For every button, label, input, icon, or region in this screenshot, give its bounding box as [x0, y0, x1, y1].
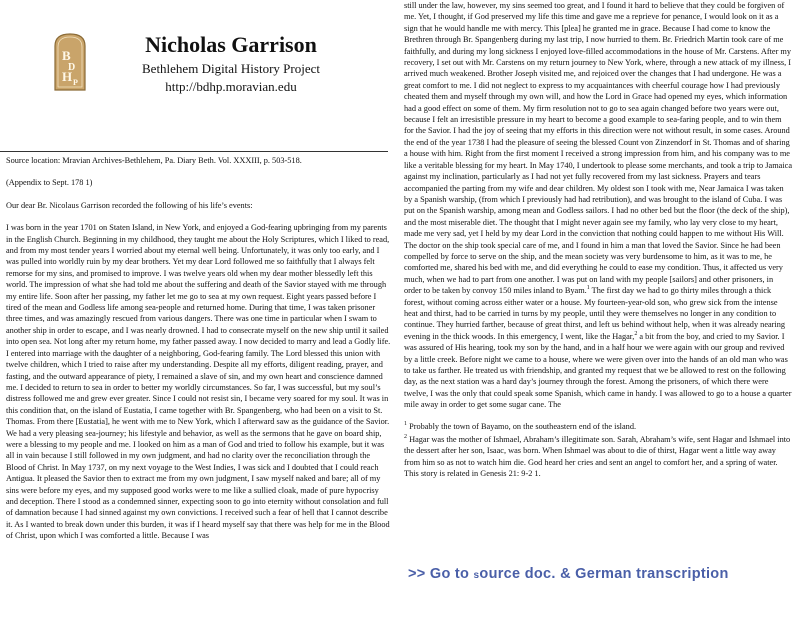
- appendix-note: (Appendix to Sept. 178 1): [6, 178, 93, 188]
- intro-line: Our dear Br. Nicolaus Garrison recorded the following of his life’s events:: [6, 200, 253, 210]
- memoir-segment-3: a bit from the boy, and cried to my Savior. I was assured of His hearing, took my son by the hand, and in a half hour we were again with our group and revived by a little creek. Before night we came to a house, where we were given over into the hands of an old man who was to take us farther. He treated us with friendship, and granted my request that we be allowed to rest on the following day, as the next station was a hard day’s journey through the forest. Among the prisoners, of which there were twelve, I was the only that could speak some Spanish, which came in handy. I was allowed to go to a house a quarter mile away in order to get some sugar cane. The: [404, 331, 792, 410]
- header-divider: [0, 151, 388, 152]
- footnote-1-text: Probably the town of Bayamo, on the southeastern end of the island.: [409, 421, 637, 431]
- footnote-2-number: 2: [404, 434, 407, 441]
- footnote-mark-2: 2: [634, 331, 638, 338]
- source-link-part2: ource doc. & German transcription: [479, 566, 729, 582]
- footnote-2: [404, 434, 792, 480]
- svg-text:P: P: [73, 78, 78, 87]
- header-title-block: [110, 30, 352, 96]
- page-header: [0, 0, 398, 112]
- source-link-part1: >> Go to: [408, 566, 474, 582]
- svg-text:D: D: [68, 62, 76, 73]
- memoir-segment-1: still under the law, however, my sins seemed too great, and I found it hard to believe that they could be forgiven of me. Yet, I thought, if God preserved my life this time and gave me a reprieve for penance, I would look on it as a sign that he would handle me with mercy. This [plea] he granted me in grace. Because I had come to know the Brethren through Br. Spangenberg during my last trip, I now hurried to them. Br. Friedrich Martin took care of me faithfully, and during my long sickness I enjoyed love-filled accommodations in the house of Mr. Carstens. After my recovery, I set out with Mr. Carstens on my return journey to New York, where, through a new attack of my illness, I arrived much weakened. Brother Joseph visited me, and rejoiced over the changes that I had undergone. He was a great comfort to me. I did not neglect to express to my acquaintances with cheerful courage how I had previously cheated them and myself through my own will, and how the Lord in Grace had opened my eyes, which information had a good effect on some of them. My firm resolution not to go to sea again changed before two years were out, because I felt an irresistible pressure in my heart to become a good example to sea-faring people, and to win them for the Savior. I had the joy of seeing that my efforts in this direction were not without result, in some cases. Around the end of the year 1738 I had the pleasure of seeing the blessed Count von Zinzendorf in St. Thomas and of sharing a house with him. Right from the first moment I received a strong impression from him, and his company was to me like a veritable blessing for my heart. In May 1740, I undertook to please some merchants, and took a trip to Jamaica against my inclination, particularly as I had not yet fully recovered from my last sickness. Prayers and tears accompanied the parting from my wife and dear children. My oldest son I took with me, Near Jamaica I was taken by a Spanish warship, (from which I previously had had retribution), and was brought to the island of Cuba. I was put on the Spanish warship, among mean and Godless sailors. I had no other bed but the floor (the deck of the ship), and the most miserable diet. The thought that I might never again see my family, who lay very close to my heart, made me very sad, yet I held by my dear Lord in the conviction that nothing could happen to me without His Will. The doctor on the ship took special care of me, and I found in him a man that loved the Savior. Since he had been compelled by force to serve on the ship, and the mean society was very burdensome to him, as it was to me, he comforted me, shared his bed with me, and did everything he could to ease my condition. Thus, it affected us very much, when we had to part from one another. I was put on land with my people [sailors] and other prisoners, in order to be taken by convoy 150 miles inland to Byam.: [404, 1, 792, 296]
- source-location: Source location: Mravian Archives-Bethlehem, Pa. Diary Beth. Vol. XXXIII, p. 503-518.: [6, 156, 302, 165]
- source-link-s: s: [473, 570, 480, 581]
- source-document-link[interactable]: [408, 566, 792, 582]
- project-name: Bethlehem Digital History Project: [142, 61, 320, 76]
- memoir-text-left: I was born in the year 1701 on Staten Island, in New York, and enjoyed a God-fearing upbringing from my parents in the English Church. Beginning in my childhood, they taught me about the Holy Scriptures, which I liked to read, and from my most tender years I worried about my eternal well being. Unfortunately, it was only too early, and I was pulled into worldly ruin by my dear brothers. Yet my dear Lord followed me so faithfully that I always felt remorse for my sins, and promised to improve. I was twelve years old when my dear mother blessedly left this world. The impression of what she had told me about the suffering and death of the Savior stayed with me through my entire life. Soon after her passing, my father let me go to sea at my own request. Eight years passed before I tired of the mean and Godless life among sea-people and returned home. During that time, I was taken prisoner three times, and was amazingly rescued from various dangers. There was one time in particular when I swam to another ship in order to escape, and I was nearly drowned. I had to consecrate myself on the new ship until it sailed into open sea. Not long after my return home, my father passed away. I now decided to marry and lead a Godly life. I entered into marriage with the daughter of a neighboring, God-fearing family. The Lord blessed this union with twelve children, which I tried to raise after my understanding. Despite all my efforts, diligent reading, prayer, and fasting, and the outward appearance of piety, I remained a slave of sin, and my own heart and conscience damned me. I decided to return to sea in order to better my worldly circumstances. So far, I was successful, but my soul’s distress followed me and grew ever greater. Since I could not resist sin, I became very soared for my soul. It was in this condition that, on the island of Eustatia, I came together with Br. Spangenberg, who had been on a visit to St. Thomas. From there [Eustatia], he went with me to New York, which I afterward saw as the guidance of the Savior. We had a very pleasing sea-journey; his lifestyle and behavior, as well as the sermons that he gave on board ship, were a blessing to my people and me. I looked on him as a man of God and tried to follow his example, but it was all in vain because I still followed in my own judgment, and had no clarity over the reconciliation through the Blood of Christ. In May 1737, on my next voyage to the West Indies, I was sick and I doubted that I could reach Antigua. It pleased the Savior then to extract me from my own judgment, I saw myself naked and bare; all of my sins were before my eyes, and my supposed good works were to me like a sullied cloak, made of pure hypocrisy and deception. There I stood as a condemned sinner, expecting soon to go into eternity without consolation and full of damnation because I had sinned against my own convictions. I received such a fear of hell that I cannot describe it. As I wanted to break down under this burden, it was if I heard myself say that there was help for me in the Blood of Christ, upon which I was comforted a little. Because I was: [6, 223, 391, 541]
- footnote-1: [404, 421, 792, 432]
- footnote-2-text: Hagar was the mother of Ishmael, Abraham’s illegitimate son. Sarah, Abraham’s wife, sent Hagar and Ishmael into the dessert after her son, Isaac, was born. When Ishmael was about to die of thirst, Hagar went a little way away from him so as not to watch him die. God heard her cries and sent an angel to comfort her, and a spring of water. This story is related in Genesis 21: 9-2 1.: [404, 435, 791, 479]
- footnote-1-number: 1: [404, 420, 407, 427]
- page-title: Nicholas Garrison: [145, 32, 317, 57]
- svg-text:H: H: [62, 69, 73, 84]
- project-url[interactable]: http://bdhp.moravian.edu: [165, 79, 297, 94]
- left-body: [6, 155, 392, 553]
- bdhp-logo-icon: [53, 32, 87, 92]
- memoir-segment-2: The first day we had to go thirty miles through a thick forest, without coming across either water or a house. My fourteen-year-old son, who grew sick from the intense heat and thirst, had to be carried in turns by my people, until they were themselves no longer in any condition to continue. They hurried farther, because of great thirst, and left us behind without help, when it was already nearing evening in the thick woods. In this emergency, I went, like the Hagar,: [404, 286, 786, 341]
- footnotes: [404, 421, 792, 480]
- footnote-mark-1: 1: [586, 285, 590, 292]
- svg-text:B: B: [62, 48, 71, 63]
- memoir-text-right: [404, 0, 792, 411]
- left-column: [0, 0, 398, 541]
- right-body: [404, 0, 792, 482]
